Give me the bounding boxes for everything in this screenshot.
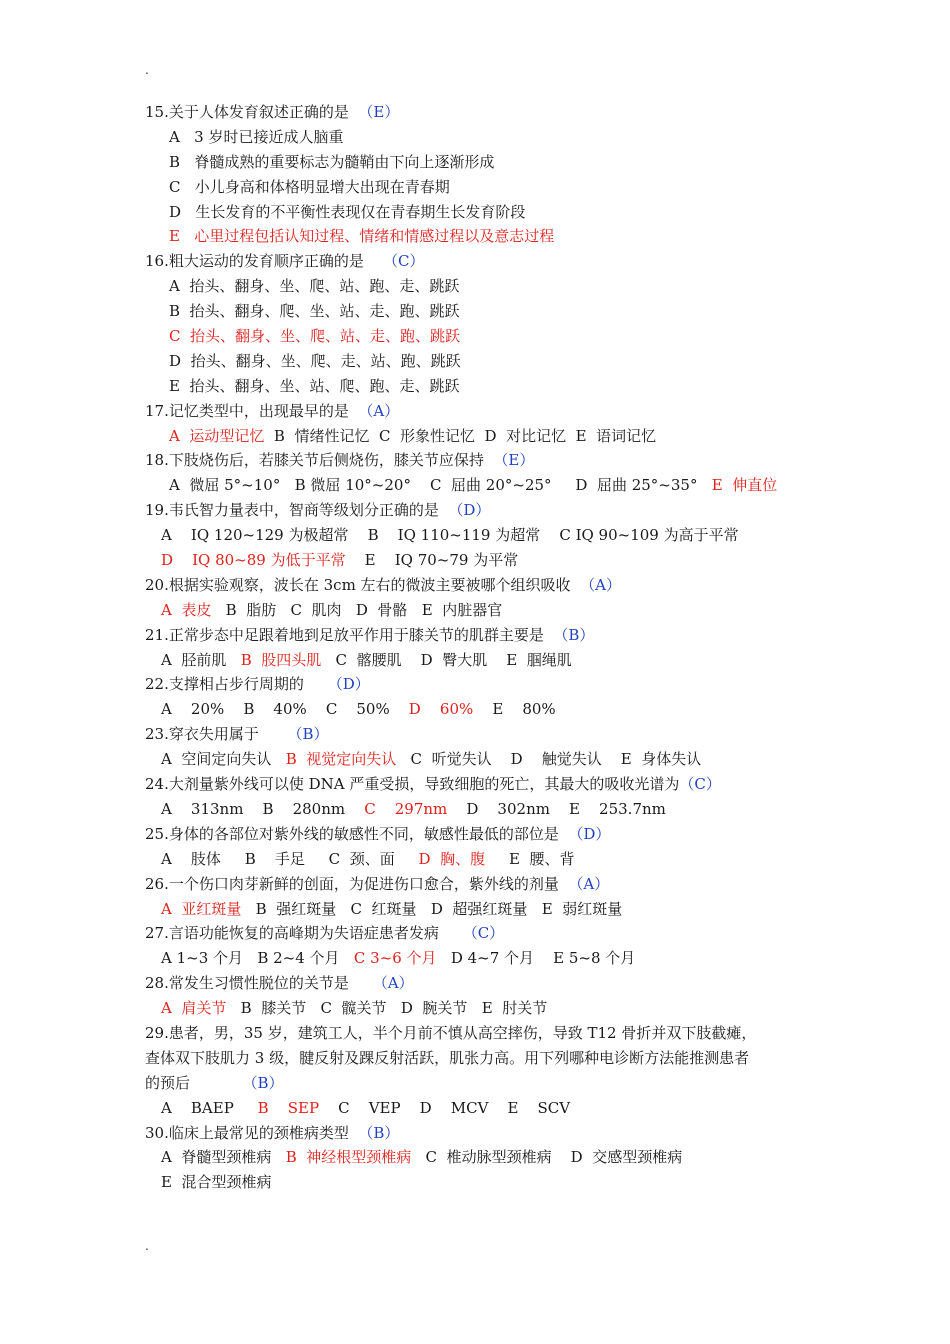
text-segment: C VEP D MCV E SCV xyxy=(319,1098,571,1117)
question-line xyxy=(145,573,825,598)
correct-option: D IQ 80~89 为低于平常 xyxy=(161,551,346,570)
question-line xyxy=(145,498,825,523)
text-segment: 20.根据实验观察，波长在 3cm 左右的微波主要被哪个组织吸收 xyxy=(145,575,581,594)
text-segment: C 髂腰肌 D 臀大肌 E 腘绳肌 xyxy=(321,650,572,669)
text-segment: 16.粗大运动的发育顺序正确的是 xyxy=(145,252,383,271)
text-segment: 查体双下肢肌力 3 级，腱反射及踝反射活跃，肌张力高。用下列哪种电诊断方法能推测患者 xyxy=(145,1048,750,1067)
text-segment: A 空间定向失认 xyxy=(161,750,286,769)
answer-key: （D） xyxy=(327,675,370,694)
text-segment: 23.穿衣失用属于 xyxy=(145,725,288,744)
option-line xyxy=(145,697,825,722)
text-segment: A 20% B 40% C 50% xyxy=(161,700,409,719)
text-segment: 17.记忆类型中，出现最早的是 xyxy=(145,401,359,420)
question-line xyxy=(145,448,825,473)
answer-key: （B） xyxy=(358,1123,400,1142)
text-segment: 18.下肢烧伤后，若膝关节后侧烧伤，膝关节应保持 xyxy=(145,451,494,470)
text-segment: C 听觉失认 D 触觉失认 E 身体失认 xyxy=(396,750,702,769)
text-segment: A 脊髓型颈椎病 xyxy=(161,1148,286,1167)
text-segment: D 4~7 个月 E 5~8 个月 xyxy=(436,949,636,968)
option-line xyxy=(145,847,825,872)
text-segment: E 80% xyxy=(473,700,556,719)
text-segment: B 抬头、翻身、爬、坐、站、走、跑、跳跃 xyxy=(169,302,460,321)
text-segment: A BAEP xyxy=(161,1098,258,1117)
text-segment: E IQ 70~79 为平常 xyxy=(345,551,519,570)
text-segment: 的预后 xyxy=(145,1073,243,1092)
correct-option: B 股四头肌 xyxy=(240,650,322,669)
question-line xyxy=(145,822,825,847)
option-line xyxy=(145,897,825,922)
text-segment: B 脊髓成熟的重要标志为髓鞘由下向上逐渐形成 xyxy=(169,152,495,171)
option-line xyxy=(145,150,825,175)
option-line xyxy=(145,349,825,374)
option-line xyxy=(145,200,825,225)
option-line xyxy=(145,548,825,573)
text-segment: 15.关于人体发育叙述正确的是 xyxy=(145,103,359,121)
answer-key: （C） xyxy=(462,924,505,943)
question-line xyxy=(145,971,825,996)
text-segment: 26.一个伤口肉芽新鲜的创面，为促进伤口愈合，紫外线的剂量 xyxy=(145,874,569,893)
option-line xyxy=(145,747,825,772)
option-line xyxy=(145,324,825,349)
text-segment: E 腰、背 xyxy=(485,849,575,868)
page-mark-bottom: . xyxy=(145,1239,149,1253)
option-line xyxy=(145,946,825,971)
correct-option: B 视觉定向失认 xyxy=(285,750,397,769)
answer-key: （D） xyxy=(568,824,611,843)
question-line xyxy=(145,1021,825,1046)
option-line xyxy=(145,1170,825,1195)
text-segment: D 302nm E 253.7nm xyxy=(447,799,666,818)
answer-key: （D） xyxy=(448,501,491,520)
question-line xyxy=(145,1121,825,1146)
option-line xyxy=(145,374,825,399)
correct-option: D 胸、腹 xyxy=(418,849,486,868)
question-line xyxy=(145,772,825,797)
correct-option: C 3~6 个月 xyxy=(353,949,437,968)
question-line xyxy=(145,1071,825,1096)
option-line xyxy=(145,523,825,548)
question-line xyxy=(145,100,825,125)
text-segment: A 3 岁时已接近成人脑重 xyxy=(169,127,344,146)
question-line xyxy=(145,249,825,274)
text-segment: E 抬头、翻身、坐、站、爬、跑、走、跳跃 xyxy=(169,376,460,395)
option-line xyxy=(145,1145,825,1170)
answer-key: （B） xyxy=(553,625,595,644)
correct-option: A 亚红斑量 xyxy=(161,899,242,918)
question-line xyxy=(145,722,825,747)
answer-key: （E） xyxy=(493,451,535,470)
text-segment: 27.言语功能恢复的高峰期为失语症患者发病 xyxy=(145,924,463,943)
text-segment: D 生长发育的不平衡性表现仅在青春期生长发育阶段 xyxy=(169,202,526,221)
correct-option: E 伸直位 xyxy=(711,476,778,495)
question-line xyxy=(145,672,825,697)
text-segment: A 肢体 B 手足 C 颈、面 xyxy=(161,849,419,868)
text-segment: B 膝关节 C 髋关节 D 腕关节 E 肘关节 xyxy=(226,999,548,1018)
text-segment: A 微屈 5°~10° B 微屈 10°~20° C 屈曲 20°~25° D 屈曲 25°~35° xyxy=(169,476,712,495)
correct-option: A 运动型记忆 xyxy=(169,426,265,445)
option-line xyxy=(145,224,825,249)
text-segment: C 小儿身高和体格明显增大出现在青春期 xyxy=(169,177,450,196)
option-line xyxy=(145,175,825,200)
correct-option: B SEP xyxy=(257,1098,320,1117)
option-line xyxy=(145,797,825,822)
answer-key: （A） xyxy=(568,874,610,893)
answer-key: （B） xyxy=(242,1073,284,1092)
option-line xyxy=(145,648,825,673)
text-segment: A IQ 120~129 为极超常 B IQ 110~119 为超常 C IQ 90~109 为高于平常 xyxy=(161,526,739,545)
option-line xyxy=(145,473,825,498)
text-segment: 30.临床上最常见的颈椎病类型 xyxy=(145,1123,359,1142)
answer-key: （A） xyxy=(372,974,414,993)
correct-option: C 297nm xyxy=(364,799,448,818)
document-body xyxy=(145,100,825,1195)
text-segment: D 抬头、翻身、坐、爬、走、站、跑、跳跃 xyxy=(169,351,461,370)
option-line xyxy=(145,299,825,324)
text-segment: 25.身体的各部位对紫外线的敏感性不同，敏感性最低的部位是 xyxy=(145,824,569,843)
text-segment: B 脂肪 C 肌肉 D 骨骼 E 内脏器官 xyxy=(211,600,503,619)
question-line xyxy=(145,623,825,648)
correct-option: C 抬头、翻身、坐、爬、站、走、跑、跳跃 xyxy=(169,327,461,346)
answer-key: （E） xyxy=(358,103,400,121)
option-line xyxy=(145,598,825,623)
text-segment: A 313nm B 280nm xyxy=(161,799,365,818)
answer-key: （B） xyxy=(287,725,329,744)
option-line xyxy=(145,125,825,150)
text-segment: E 混合型颈椎病 xyxy=(161,1173,272,1192)
question-line xyxy=(145,399,825,424)
text-segment: 22.支撑相占步行周期的 xyxy=(145,675,328,694)
question-line xyxy=(145,921,825,946)
answer-key: （A） xyxy=(580,575,621,594)
text-segment: 19.韦氏智力量表中，智商等级划分正确的是 xyxy=(145,501,449,520)
question-line xyxy=(145,872,825,897)
text-segment: B 强红斑量 C 红斑量 D 超强红斑量 E 弱红斑量 xyxy=(241,899,623,918)
text-segment: 21.正常步态中足跟着地到足放平作用于膝关节的肌群主要是 xyxy=(145,625,554,644)
text-segment: A 1~3 个月 B 2~4 个月 xyxy=(161,949,354,968)
option-line xyxy=(145,1096,825,1121)
page-mark-top: . xyxy=(145,63,149,77)
text-segment: C 椎动脉型颈椎病 D 交感型颈椎病 xyxy=(411,1148,683,1167)
option-line xyxy=(145,996,825,1021)
text-segment: B 情绪性记忆 C 形象性记忆 D 对比记忆 E 语词记忆 xyxy=(264,426,657,445)
option-line xyxy=(145,274,825,299)
answer-key: （A） xyxy=(358,401,400,420)
correct-option: A 肩关节 xyxy=(161,999,227,1018)
correct-option: A 表皮 xyxy=(161,600,212,619)
text-segment: 29.患者，男，35 岁，建筑工人，半个月前不慎从高空摔伤，导致 T12 骨折并双下肢截瘫， xyxy=(145,1023,757,1042)
answer-key: （C） xyxy=(382,252,425,271)
text-segment: A 抬头、翻身、坐、爬、站、跑、走、跳跃 xyxy=(169,277,460,296)
correct-option: B 神经根型颈椎病 xyxy=(285,1148,412,1167)
text-segment: A 胫前肌 xyxy=(161,650,241,669)
answer-key: （C） xyxy=(679,775,721,794)
text-segment: 28.常发生习惯性脱位的关节是 xyxy=(145,974,373,993)
option-line xyxy=(145,424,825,449)
correct-option: D 60% xyxy=(408,700,474,719)
text-segment: 24.大剂量紫外线可以使 DNA 严重受损，导致细胞的死亡，其最大的吸收光谱为 xyxy=(145,775,680,794)
correct-option: E 心里过程包括认知过程、情绪和情感过程以及意志过程 xyxy=(169,227,555,246)
question-line xyxy=(145,1046,825,1071)
